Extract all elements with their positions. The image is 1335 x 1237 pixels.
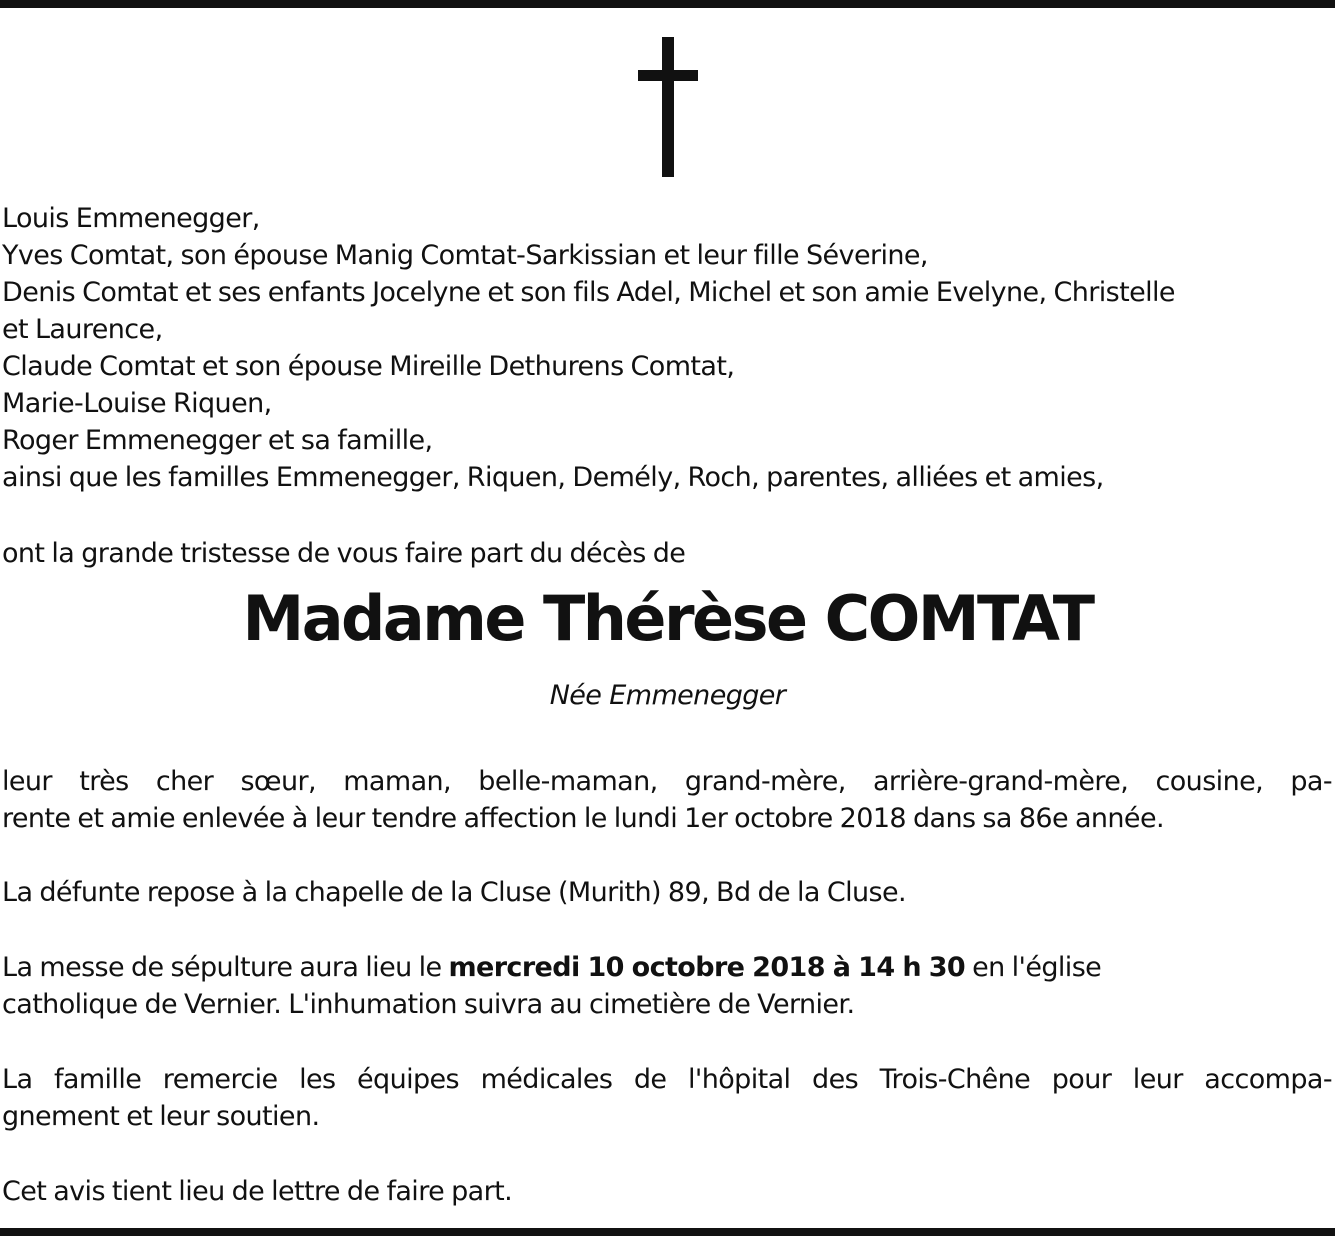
family-line: Roger Emmenegger et sa famille, bbox=[2, 425, 433, 456]
mass-line-1 bbox=[2, 949, 1332, 986]
resting-place-paragraph: La défunte repose à la chapelle de la Cluse (Murith) 89, Bd de la Cluse. bbox=[2, 877, 906, 908]
funeral-mass-paragraph bbox=[2, 949, 1332, 1023]
bottom-rule bbox=[0, 1228, 1335, 1236]
closing-note: Cet avis tient lieu de lettre de faire part. bbox=[2, 1176, 513, 1207]
announcement-intro: ont la grande tristesse de vous faire part du décès de bbox=[2, 538, 686, 569]
thanks-paragraph bbox=[2, 1061, 1332, 1135]
top-rule bbox=[0, 0, 1335, 8]
family-line: Claude Comtat et son épouse Mireille Dethurens Comtat, bbox=[2, 351, 735, 382]
family-line: ainsi que les familles Emmenegger, Riquen, Demély, Roch, parentes, alliées et amies, bbox=[2, 462, 1104, 493]
family-line: et Laurence, bbox=[2, 314, 163, 345]
cross-vertical-bar bbox=[662, 37, 674, 177]
family-list bbox=[2, 200, 1332, 496]
mass-text-before: La messe de sépulture aura lieu le bbox=[2, 952, 449, 983]
mass-date-time: mercredi 10 octobre 2018 à 14 h 30 bbox=[448, 952, 966, 983]
cross-horizontal-bar bbox=[638, 70, 698, 81]
tribute-paragraph bbox=[2, 763, 1332, 837]
family-line: Louis Emmenegger, bbox=[2, 203, 260, 234]
family-line: Yves Comtat, son épouse Manig Comtat-Sarkissian et leur fille Séverine, bbox=[2, 240, 928, 271]
maiden-name: Née Emmenegger bbox=[549, 680, 786, 711]
tribute-line: leur très cher sœur, maman, belle-maman, grand-mère, arrière-grand-mère, cousine, pa- bbox=[2, 766, 1332, 797]
family-line: Marie-Louise Riquen, bbox=[2, 388, 272, 419]
mass-text-after: en l'église bbox=[965, 952, 1102, 983]
tribute-line: rente et amie enlevée à leur tendre affection le lundi 1er octobre 2018 dans sa 86e année. bbox=[2, 803, 1164, 834]
mass-line-2: catholique de Vernier. L'inhumation suivra au cimetière de Vernier. bbox=[2, 989, 855, 1020]
thanks-line: gnement et leur soutien. bbox=[2, 1101, 320, 1132]
family-line: Denis Comtat et ses enfants Jocelyne et son fils Adel, Michel et son amie Evelyne, Christelle bbox=[2, 277, 1175, 308]
thanks-line: La famille remercie les équipes médicales de l'hôpital des Trois-Chêne pour leur accompa- bbox=[2, 1064, 1332, 1095]
deceased-name-heading: Madame Thérèse COMTAT bbox=[242, 582, 1093, 655]
cross-icon bbox=[638, 37, 698, 177]
